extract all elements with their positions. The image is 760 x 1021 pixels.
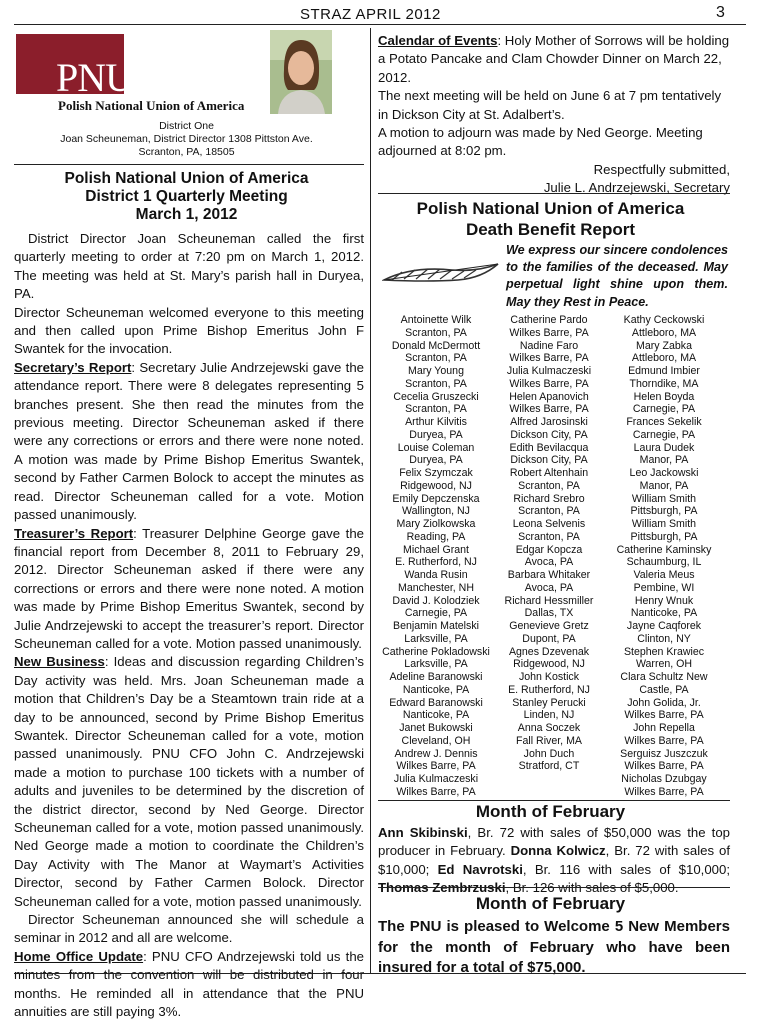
deceased-location: Wilkes Barre, PA xyxy=(396,760,476,773)
deceased-location: Nanticoke, PA xyxy=(402,683,470,696)
header-rule xyxy=(14,24,746,25)
deceased-name: Donald McDermott xyxy=(391,339,481,352)
deceased-name: Robert Altenhain xyxy=(509,467,589,479)
home-office-label: Home Office Update xyxy=(14,948,144,964)
deceased-location: Dupont, PA xyxy=(522,632,576,645)
deceased-name: Nadine Faro xyxy=(519,339,579,352)
deceased-name: Anna Soczek xyxy=(517,722,581,734)
paragraph xyxy=(378,32,730,87)
deceased-location: Manor, PA xyxy=(639,454,689,467)
deceased-name: Catherine Kaminsky xyxy=(616,543,712,556)
deceased-location: Wilkes Barre, PA xyxy=(509,403,589,416)
secretary-report-label: Secretary’s Report xyxy=(14,359,132,375)
deceased-name: Mary Zabka xyxy=(636,339,692,352)
deceased-location: Pembine, WI xyxy=(633,581,695,594)
deceased-name: Kathy Ceckowski xyxy=(623,314,705,326)
treasurer-report-label: Treasurer’s Report xyxy=(14,525,134,541)
paragraph: A motion to adjourn was made by Ned George. Meeting adjourned at 8:02 pm. xyxy=(378,125,703,159)
deceased-name: Richard Srebro xyxy=(513,492,585,505)
column-divider xyxy=(370,28,371,973)
sales-detail: , Br. 72 with sales of $10,000; xyxy=(378,843,731,877)
section-rule xyxy=(14,164,364,165)
meeting-title xyxy=(14,170,359,224)
deceased-name: John Repella xyxy=(633,722,695,734)
february-sales-title: Month of February xyxy=(475,802,626,821)
deceased-location: Scranton, PA xyxy=(518,479,580,492)
deceased-location: Larksville, PA xyxy=(404,658,468,671)
section-rule xyxy=(378,800,730,801)
deceased-location: Scranton, PA xyxy=(405,377,467,390)
deceased-location: Wilkes Barre, PA xyxy=(509,326,589,339)
footer-rule xyxy=(14,973,746,974)
deceased-name: Leona Selvenis xyxy=(512,518,586,530)
calendar-label: Calendar of Events xyxy=(378,33,498,48)
deceased-name: Edward Baranowski xyxy=(389,696,483,709)
deceased-name: Valeria Meus xyxy=(633,569,695,581)
deceased-name: Henry Wnuk xyxy=(634,594,694,607)
deceased-location: Manor, PA xyxy=(639,479,689,492)
deceased-name: Benjamin Matelski xyxy=(393,620,479,632)
deceased-name: Mary Young xyxy=(408,365,464,377)
deceased-name: Andrew J. Dennis xyxy=(394,747,478,760)
deceased-name: Genevieve Gretz xyxy=(509,620,589,632)
deceased-location: Scranton, PA xyxy=(405,326,467,339)
deceased-location: Wilkes Barre, PA xyxy=(624,760,704,773)
deceased-name: Mary Ziolkowska xyxy=(396,518,476,530)
deceased-location: Nanticoke, PA xyxy=(630,607,698,620)
deceased-location: Carnegie, PA xyxy=(632,403,696,416)
meeting-minutes xyxy=(14,230,364,1021)
deceased-location: Manchester, NH xyxy=(398,581,474,594)
deceased-location: Ridgewood, NJ xyxy=(400,479,472,492)
deceased-location: Stratford, CT xyxy=(518,760,580,773)
page-number: 3 xyxy=(716,4,725,21)
meeting-title-line: Polish National Union of America xyxy=(64,170,309,187)
new-business-label: New Business xyxy=(14,654,105,670)
deceased-name: William Smith xyxy=(631,492,697,505)
deceased-name: Cecelia Gruszecki xyxy=(393,390,479,403)
deceased-location: Carnegie, PA xyxy=(632,428,696,441)
section-rule xyxy=(378,887,730,888)
paragraph xyxy=(14,359,364,525)
deceased-location: Duryea, PA xyxy=(409,454,463,467)
deceased-location: Clinton, NY xyxy=(637,632,691,645)
deceased-location: Avoca, PA xyxy=(524,556,574,569)
deceased-name: Serguisz Juszczuk xyxy=(620,747,708,760)
deceased-name: Richard Hessmiller xyxy=(504,594,594,607)
deceased-name: Edgar Kopcza xyxy=(515,543,583,556)
deceased-location: Dickson City, PA xyxy=(510,428,588,441)
deceased-name: Laura Dudek xyxy=(633,441,695,454)
calendar-section xyxy=(378,32,730,198)
district-line: District One xyxy=(159,120,214,132)
deceased-location: Wilkes Barre, PA xyxy=(509,352,589,365)
deceased-name: Emily Depczenska xyxy=(392,492,480,505)
february-members-title: Month of February xyxy=(475,894,626,913)
organization-name: Polish National Union of America xyxy=(58,98,245,113)
section-rule xyxy=(378,193,730,194)
deceased-location: Thorndike, MA xyxy=(629,377,699,390)
deceased-location: Nanticoke, PA xyxy=(402,709,470,722)
page-header xyxy=(0,0,760,26)
deceased-location: Pittsburgh, PA xyxy=(630,530,698,543)
deceased-name: Clara Schultz New xyxy=(620,671,708,683)
meeting-title-line: District 1 Quarterly Meeting xyxy=(85,188,288,205)
paragraph: The next meeting will be held on June 6 at 7 pm tentatively in Dickson City at St. Adalbert’s. xyxy=(378,88,722,122)
deceased-location: Pittsburgh, PA xyxy=(630,505,698,518)
deceased-name: Leo Jackowski xyxy=(629,467,699,479)
deceased-location: Attleboro, MA xyxy=(631,326,697,339)
death-title-line: Death Benefit Report xyxy=(465,220,636,239)
deceased-name: Nicholas Dzubgay xyxy=(621,773,707,785)
deceased-location: Wallington, NJ xyxy=(402,505,470,518)
deceased-name: John Golida, Jr. xyxy=(627,696,701,709)
paragraph xyxy=(14,653,364,911)
agent-name: Ed Navrotski xyxy=(437,861,523,877)
deceased-location: Scranton, PA xyxy=(405,403,467,416)
death-list-column-3 xyxy=(606,314,722,799)
death-list-column-2 xyxy=(491,314,607,773)
deceased-name: Catherine Pardo xyxy=(510,314,588,326)
deceased-location: Wilkes Barre, PA xyxy=(624,734,704,747)
deceased-name: Jayne Caqforek xyxy=(626,620,702,632)
deceased-location: Carnegie, PA xyxy=(404,607,468,620)
deceased-location: Duryea, PA xyxy=(409,428,463,441)
deceased-location: Ridgewood, NJ xyxy=(513,658,585,671)
deceased-location: Wilkes Barre, PA xyxy=(624,785,704,798)
deceased-location: Scranton, PA xyxy=(518,505,580,518)
agent-name: Thomas Zembrzuski xyxy=(378,880,506,896)
deceased-location: Cleveland, OH xyxy=(401,734,471,747)
feather-quill-icon xyxy=(382,256,500,290)
deceased-name: David J. Kolodziek xyxy=(392,594,480,607)
deceased-location: Wilkes Barre, PA xyxy=(624,709,704,722)
paragraph xyxy=(14,948,364,1021)
death-title-line: Polish National Union of America xyxy=(416,199,685,218)
deceased-name: Louise Coleman xyxy=(397,441,475,454)
deceased-name: Helen Boyda xyxy=(633,390,695,403)
deceased-name: Barbara Whitaker xyxy=(507,569,591,581)
deceased-location: Scranton, PA xyxy=(518,530,580,543)
deceased-name: Felix Szymczak xyxy=(399,467,473,479)
deceased-location: Larksville, PA xyxy=(404,632,468,645)
logo-text: PNU xyxy=(56,55,134,100)
deceased-location: Attleboro, MA xyxy=(631,352,697,365)
new-business-text: : Ideas and discussion regarding Children’s Day activity was held. Mrs. Joan Scheuneman made a motion that Children’s Day be a Steamtown train ride at a day to be announced, second by Prime Bishop Emeritus Swantek. Director Scheuneman called for a vote, motion passed unanimously. PNU CFO John C. Andrzejewski made a motion to purchase 100 tickets with a number of adults and juveniles to be determined by the discretion of the district director, second by Ned George. Director Scheuneman called for a vote, motion passed unanimously. Ned George made a motion to coordinate the Children’s Day Activity with The Manor at Waymart’s Activities Director, second by Father Carmen Bolock. Director Scheuneman called for a vote, motion passed unanimously. xyxy=(14,654,364,909)
home-office-text: : PNU CFO Andrzejewski told us the minutes from the convention will be distributed in four months. He reminded all in attendance that the PNU annuities are still paying 3%. xyxy=(14,948,364,1020)
deceased-location: Dickson City, PA xyxy=(510,454,588,467)
deceased-location: E. Rutherford, NJ xyxy=(395,556,477,569)
deceased-name: Stephen Krawiec xyxy=(623,645,705,658)
deceased-name: Antoinette Wilk xyxy=(400,314,472,326)
deceased-name: Julia Kulmaczeski xyxy=(393,773,479,785)
treasurer-report-text: : Treasurer Delphine George gave the financial report from December 8, 2011 to February 29, 2012. Director Scheuneman asked if there were any corrections or errors and there were none noted. A motion was made by Prime Bishop Emeritus Swantek, second by Julie Andrzejewski to accept the treasurer’s report. Director Scheuneman called for a vote. Motion passed unanimously. xyxy=(14,525,364,651)
condolence-message: We express our sincere condolences to the families of the deceased. May perpetual light shine upon them. May they Rest in Peace. xyxy=(506,243,728,309)
deceased-location: Schaumburg, IL xyxy=(626,556,702,569)
deceased-name: Julia Kulmaczeski xyxy=(506,365,592,377)
director-photo xyxy=(270,30,332,114)
deceased-name: William Smith xyxy=(631,518,697,530)
february-members-text: The PNU is pleased to Welcome 5 New Members for the month of February who have been insured for a total of $75,000. xyxy=(378,918,730,976)
signature-line: Respectfully submitted, xyxy=(593,161,730,177)
deceased-location: Dallas, TX xyxy=(524,607,574,620)
district-info xyxy=(14,120,359,159)
meeting-title-line: March 1, 2012 xyxy=(135,206,238,223)
deceased-name: Arthur Kilvitis xyxy=(405,416,467,428)
deceased-name: Adeline Baranowski xyxy=(389,671,483,683)
death-list-column-1 xyxy=(378,314,494,799)
calendar-text: : Holy Mother of Sorrows will be holding a Potato Pancake and Clam Chowder Dinner on March 22, 2012. xyxy=(378,33,730,85)
signature-name: Julie L. Andrzejewski, Secretary xyxy=(543,180,730,196)
deceased-name: Catherine Pokladowski xyxy=(382,645,490,658)
deceased-location: Avoca, PA xyxy=(524,581,574,594)
agent-name: Donna Kolwicz xyxy=(510,843,606,859)
deceased-name: Frances Sekelik xyxy=(626,416,702,428)
deceased-location: Fall River, MA xyxy=(516,734,582,747)
deceased-location: Wilkes Barre, PA xyxy=(509,377,589,390)
sales-detail: , Br. 126 with sales of $5,000. xyxy=(505,880,679,896)
deceased-name: Agnes Dzevenak xyxy=(508,645,590,658)
paragraph: Director Scheuneman announced she will schedule a seminar in 2012 and all are welcome. xyxy=(14,912,364,946)
pnu-logo xyxy=(16,34,134,100)
deceased-name: Stanley Perucki xyxy=(512,696,586,709)
district-director-line: Joan Scheuneman, District Director 1308 Pittston Ave. xyxy=(60,133,313,145)
deceased-location: Scranton, PA xyxy=(405,352,467,365)
deceased-location: Castle, PA xyxy=(639,683,689,696)
deceased-name: John Duch xyxy=(523,747,575,760)
deceased-name: Edmund Imbier xyxy=(628,365,700,377)
paragraph xyxy=(14,525,364,654)
deceased-name: Wanda Rusin xyxy=(404,569,468,581)
deceased-location: Linden, NJ xyxy=(523,709,575,722)
secretary-report-text: : Secretary Julie Andrzejewski gave the attendance report. There were 8 delegates representing 5 branches present. She then read the minutes from the previous meeting. Director Scheuneman asked if there were any corrections or errors and there were none noted. A motion was made by Prime Bishop Emeritus Swantek, second by Father Carmen Bolock to accept the minutes as read. Director Scheuneman called for a vote. Motion passed unanimously. xyxy=(14,359,364,523)
sales-detail: , Br. 116 with sales of $10,000; xyxy=(522,861,730,877)
deceased-name: Michael Grant xyxy=(403,543,469,556)
deceased-location: Warren, OH xyxy=(635,658,693,671)
paragraph: District Director Joan Scheuneman called the first quarterly meeting to order at 7:20 pm on March 1, 2012. The meeting was held at St. Mary’s parish hall in Duryea, PA. xyxy=(14,231,364,302)
deceased-name: John Kostick xyxy=(518,671,580,683)
deceased-name: Janet Bukowski xyxy=(399,722,473,734)
newsletter-title: STRAZ APRIL 2012 xyxy=(300,6,441,23)
deceased-location: Reading, PA xyxy=(406,530,466,543)
deceased-name: Helen Apanovich xyxy=(509,390,589,403)
paragraph: Director Scheuneman welcomed everyone to this meeting and then called upon Prime Bishop Emeritus John F Swantek for the invocation. xyxy=(14,304,364,357)
agent-name: Ann Skibinski xyxy=(378,825,468,840)
death-benefit-title xyxy=(378,198,723,240)
deceased-location: E. Rutherford, NJ xyxy=(508,683,590,696)
deceased-location: Wilkes Barre, PA xyxy=(396,785,476,798)
sales-detail: , Br. 72 with sales of $50,000 was the top producer in February. xyxy=(378,825,731,859)
deceased-name: Alfred Jarosinski xyxy=(510,416,588,428)
district-address-line: Scranton, PA, 18505 xyxy=(138,146,235,158)
deceased-name: Edith Bevilacqua xyxy=(509,441,589,454)
